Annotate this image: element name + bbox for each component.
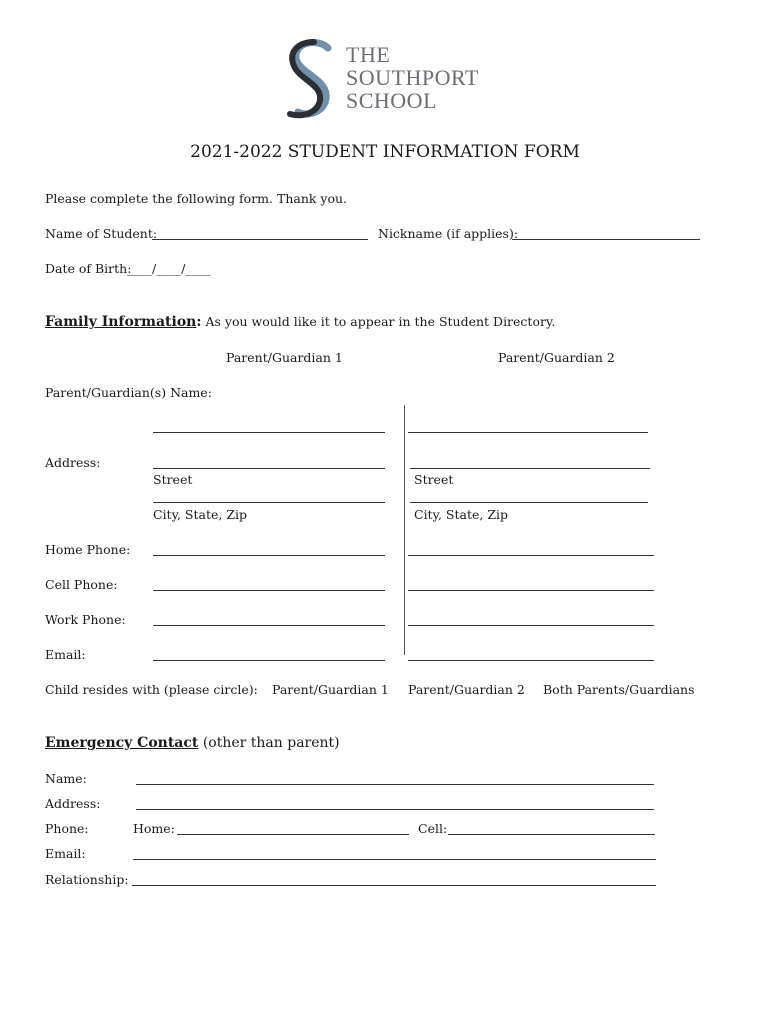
emergency-home-phone-field[interactable] bbox=[177, 834, 409, 835]
guardian-1-city-field[interactable] bbox=[153, 502, 385, 503]
guardian-1-cell-phone-field[interactable] bbox=[153, 590, 385, 591]
intro-text: Please complete the following form. Thank you. bbox=[45, 191, 348, 206]
family-info-colon: : bbox=[196, 314, 202, 330]
emergency-email-label: Email: bbox=[45, 846, 86, 861]
resides-label: Child resides with (please circle): bbox=[45, 682, 258, 697]
school-s-logo-icon bbox=[284, 38, 340, 120]
guardian-2-street-caption: Street bbox=[414, 472, 454, 487]
guardian-1-name-field[interactable] bbox=[153, 432, 385, 433]
form-title: 2021-2022 STUDENT INFORMATION FORM bbox=[190, 142, 580, 162]
guardian-2-street-field[interactable] bbox=[410, 468, 650, 469]
guardian-2-cell-phone-field[interactable] bbox=[408, 590, 654, 591]
logo-text-school: SCHOOL bbox=[346, 88, 438, 113]
logo-text-the: THE bbox=[346, 42, 391, 67]
guardian-1-home-phone-field[interactable] bbox=[153, 555, 385, 556]
family-info-title: Family Information bbox=[45, 314, 197, 330]
family-info-heading bbox=[45, 314, 555, 330]
emergency-cell-phone-field[interactable] bbox=[448, 834, 655, 835]
guardian-2-work-phone-field[interactable] bbox=[408, 625, 654, 626]
nickname-label: Nickname (if applies): bbox=[378, 226, 519, 241]
guardian-1-email-field[interactable] bbox=[153, 660, 385, 661]
resides-option-both[interactable]: Both Parents/Guardians bbox=[543, 682, 695, 697]
guardian-1-street-field[interactable] bbox=[153, 468, 385, 469]
emergency-relationship-field[interactable] bbox=[132, 885, 656, 886]
student-name-field[interactable] bbox=[152, 239, 368, 240]
family-info-note: As you would like it to appear in the Student Directory. bbox=[201, 314, 556, 329]
email-label: Email: bbox=[45, 647, 86, 662]
guardian-names-label: Parent/Guardian(s) Name: bbox=[45, 385, 212, 400]
guardian-2-email-field[interactable] bbox=[408, 660, 654, 661]
emergency-home-label: Home: bbox=[133, 821, 175, 836]
emergency-address-field[interactable] bbox=[136, 809, 654, 810]
school-logo bbox=[284, 38, 494, 120]
emergency-phone-label: Phone: bbox=[45, 821, 89, 836]
emergency-contact-heading bbox=[45, 735, 340, 751]
home-phone-label: Home Phone: bbox=[45, 542, 131, 557]
guardian-2-name-field[interactable] bbox=[408, 432, 648, 433]
emergency-email-field[interactable] bbox=[133, 859, 656, 860]
guardian-1-street-caption: Street bbox=[153, 472, 193, 487]
address-label: Address: bbox=[45, 455, 101, 470]
cell-phone-label: Cell Phone: bbox=[45, 577, 118, 592]
dob-label: Date of Birth: bbox=[45, 261, 132, 276]
resides-option-guardian-1[interactable]: Parent/Guardian 1 bbox=[272, 682, 389, 697]
guardian-2-home-phone-field[interactable] bbox=[408, 555, 654, 556]
col-header-guardian-1: Parent/Guardian 1 bbox=[226, 350, 343, 365]
emergency-relationship-label: Relationship: bbox=[45, 872, 129, 887]
resides-option-guardian-2[interactable]: Parent/Guardian 2 bbox=[408, 682, 525, 697]
guardian-1-city-caption: City, State, Zip bbox=[153, 507, 248, 522]
emergency-name-field[interactable] bbox=[136, 784, 654, 785]
emergency-name-label: Name: bbox=[45, 771, 87, 786]
emergency-contact-note: (other than parent) bbox=[198, 735, 340, 751]
student-name-label: Name of Student: bbox=[45, 226, 158, 241]
nickname-field[interactable] bbox=[512, 239, 700, 240]
col-header-guardian-2: Parent/Guardian 2 bbox=[498, 350, 615, 365]
guardian-1-work-phone-field[interactable] bbox=[153, 625, 385, 626]
logo-text-southport: SOUTHPORT bbox=[346, 65, 479, 90]
guardian-2-city-caption: City, State, Zip bbox=[414, 507, 509, 522]
dob-field[interactable]: ____/____/____ bbox=[127, 261, 211, 276]
emergency-cell-label: Cell: bbox=[418, 821, 448, 836]
emergency-contact-title: Emergency Contact bbox=[45, 735, 199, 751]
work-phone-label: Work Phone: bbox=[45, 612, 126, 627]
column-divider bbox=[404, 405, 405, 655]
emergency-address-label: Address: bbox=[45, 796, 101, 811]
guardian-2-city-field[interactable] bbox=[410, 502, 648, 503]
